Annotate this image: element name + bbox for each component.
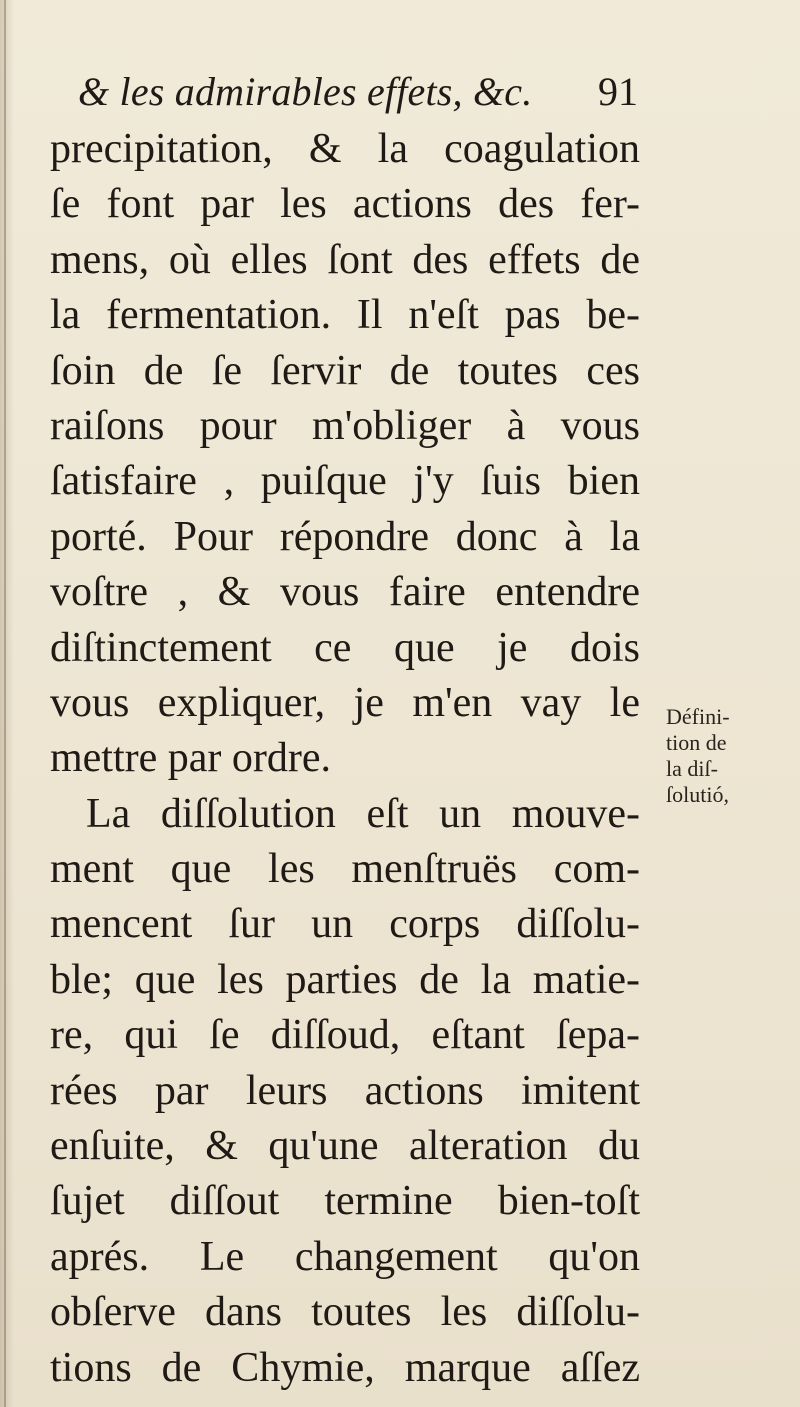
text-line: ment que les menſtruës com- <box>50 846 640 893</box>
text-line: tions de Chymie, marque aſſez <box>50 1344 640 1391</box>
text-line: re, qui ſe diſſoud, eſtant ſepa- <box>50 1012 640 1059</box>
marginal-note-line: Défini- <box>666 704 730 729</box>
text-line: ble; que les parties de la matie- <box>50 956 640 1003</box>
text-line: ſujet diſſout termine bien-toſt <box>50 1178 640 1225</box>
marginal-note-line: la diſ- <box>666 756 718 781</box>
paragraph-start-line: La diſſolution eſt un mouve- <box>86 790 640 837</box>
text-line: la fermentation. Il n'eſt pas be- <box>50 292 640 339</box>
text-line: aprés. Le changement qu'on <box>50 1233 640 1280</box>
text-line: ſatisfaire , puiſque j'y ſuis bien <box>50 458 640 505</box>
body-text <box>50 122 640 1396</box>
text-line: ſoin de ſe ſervir de toutes ces <box>50 347 640 394</box>
text-line: mencent ſur un corps diſſolu- <box>50 901 640 948</box>
text-line: ſe font par les actions des fer- <box>50 181 640 228</box>
marginal-note-line: ſolutió, <box>666 782 729 807</box>
text-line: mettre par ordre. <box>50 735 332 782</box>
text-line: vous expliquer, je m'en vay le <box>50 679 640 726</box>
page-number: 91 <box>598 69 638 114</box>
text-line: rées par leurs actions imitent <box>50 1067 640 1114</box>
running-title: & les admirables effets, &c. <box>78 69 533 114</box>
text-line: diſtinctement ce que je dois <box>50 624 640 671</box>
text-line: enſuite, & qu'une alteration du <box>50 1123 640 1170</box>
text-line: porté. Pour répondre donc à la <box>50 513 640 560</box>
page-gutter-edge <box>4 0 6 1407</box>
text-line: raiſons pour m'obliger à vous <box>50 402 640 449</box>
text-line: precipitation, & la coagulation <box>50 126 640 172</box>
text-line: mens, où elles ſont des effets de <box>50 236 640 283</box>
text-line: voſtre , & vous faire entendre <box>50 569 640 616</box>
text-line: obſerve dans toutes les diſſolu- <box>50 1289 640 1336</box>
marginal-note <box>666 704 786 808</box>
marginal-note-line: tion de <box>666 730 727 755</box>
running-header <box>78 66 638 118</box>
